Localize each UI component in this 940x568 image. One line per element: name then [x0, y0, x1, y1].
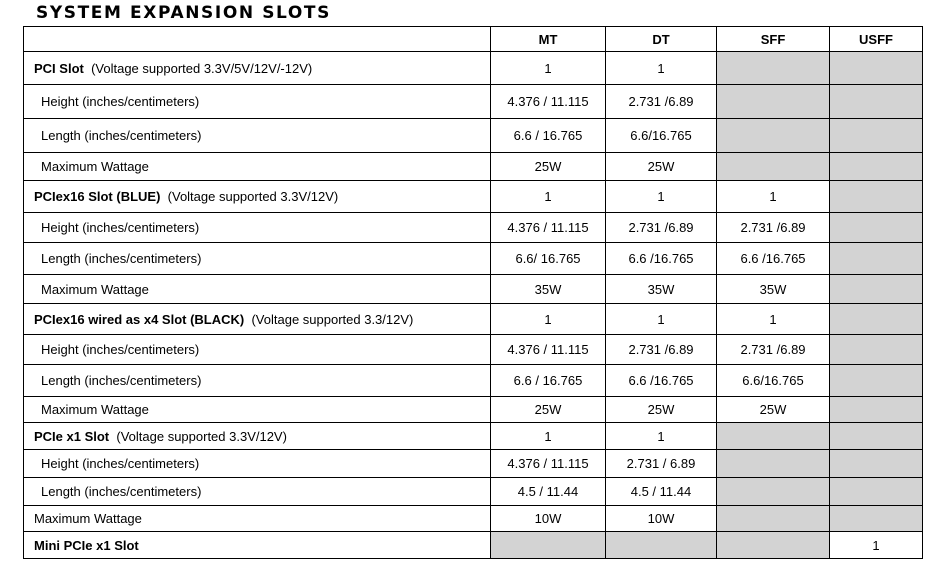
cell-dt: 35W — [606, 275, 717, 304]
section-label — [24, 181, 491, 213]
cell-unavailable-usff — [830, 506, 923, 532]
section-note: (Voltage supported 3.3/12V) — [251, 311, 414, 327]
cell-sff: 1 — [717, 304, 830, 335]
cell-mt: 1 — [491, 181, 606, 213]
table-row — [24, 304, 923, 335]
section-label — [24, 304, 491, 335]
row-label: Height (inches/centimeters) — [24, 335, 491, 365]
table-row — [24, 506, 923, 532]
table-row — [24, 213, 923, 243]
cell-dt: 6.6 /16.765 — [606, 243, 717, 275]
cell-unavailable-usff — [830, 275, 923, 304]
cell-unavailable-usff — [830, 213, 923, 243]
cell-mt: 4.376 / 11.115 — [491, 213, 606, 243]
cell-unavailable-dt — [606, 532, 717, 559]
cell-dt: 6.6 /16.765 — [606, 365, 717, 397]
cell-unavailable-usff — [830, 304, 923, 335]
table-row — [24, 365, 923, 397]
cell-unavailable-usff — [830, 119, 923, 153]
cell-unavailable-usff — [830, 153, 923, 181]
cell-mt: 10W — [491, 506, 606, 532]
row-label: Height (inches/centimeters) — [24, 213, 491, 243]
cell-unavailable-usff — [830, 397, 923, 423]
cell-unavailable-usff — [830, 52, 923, 85]
cell-dt: 2.731 /6.89 — [606, 85, 717, 119]
table-row — [24, 275, 923, 304]
cell-unavailable-usff — [830, 365, 923, 397]
section-note: (Voltage supported 3.3V/12V) — [167, 189, 339, 204]
cell-mt: 25W — [491, 397, 606, 423]
cell-unavailable-usff — [830, 85, 923, 119]
row-label: Maximum Wattage — [24, 397, 491, 423]
cell-sff: 6.6 /16.765 — [717, 243, 830, 275]
cell-unavailable-usff — [830, 335, 923, 365]
cell-sff: 2.731 /6.89 — [717, 213, 830, 243]
row-label: Length (inches/centimeters) — [24, 119, 491, 153]
cell-dt: 1 — [606, 52, 717, 85]
cell-sff: 2.731 /6.89 — [717, 335, 830, 365]
row-label: Height (inches/centimeters) — [24, 85, 491, 119]
section-label — [24, 423, 491, 450]
cell-mt: 25W — [491, 153, 606, 181]
row-label: Length (inches/centimeters) — [24, 478, 491, 506]
cell-unavailable-usff — [830, 478, 923, 506]
cell-mt: 1 — [491, 423, 606, 450]
header-row — [24, 27, 923, 52]
section-name: PCIex16 Slot (BLUE) — [34, 189, 161, 204]
expansion-slots-table — [23, 26, 923, 559]
column-header-dt: DT — [606, 27, 717, 52]
cell-dt: 1 — [606, 423, 717, 450]
column-header-sff: SFF — [717, 27, 830, 52]
cell-dt: 6.6/16.765 — [606, 119, 717, 153]
table-row — [24, 52, 923, 85]
cell-sff: 35W — [717, 275, 830, 304]
section-name: Mini PCIe x1 Slot — [34, 537, 139, 553]
cell-mt: 6.6/ 16.765 — [491, 243, 606, 275]
table-row — [24, 181, 923, 213]
table-row — [24, 243, 923, 275]
section-note: (Voltage supported 3.3V/12V) — [116, 428, 287, 444]
cell-unavailable-sff — [717, 153, 830, 181]
column-header-mt: MT — [491, 27, 606, 52]
cell-sff: 1 — [717, 181, 830, 213]
cell-mt: 4.376 / 11.115 — [491, 85, 606, 119]
cell-mt: 1 — [491, 304, 606, 335]
cell-unavailable-usff — [830, 181, 923, 213]
cell-unavailable-sff — [717, 119, 830, 153]
table-row — [24, 397, 923, 423]
cell-unavailable-usff — [830, 450, 923, 478]
cell-unavailable-sff — [717, 478, 830, 506]
cell-mt: 4.376 / 11.115 — [491, 335, 606, 365]
cell-unavailable-sff — [717, 532, 830, 559]
cell-sff: 25W — [717, 397, 830, 423]
cell-unavailable-mt — [491, 532, 606, 559]
cell-mt: 1 — [491, 52, 606, 85]
row-label: Maximum Wattage — [24, 153, 491, 181]
cell-mt: 4.376 / 11.115 — [491, 450, 606, 478]
cell-unavailable-sff — [717, 52, 830, 85]
cell-unavailable-usff — [830, 243, 923, 275]
table-row — [24, 450, 923, 478]
cell-unavailable-sff — [717, 423, 830, 450]
row-label: Maximum Wattage — [24, 506, 491, 532]
row-label: Length (inches/centimeters) — [24, 365, 491, 397]
section-name: PCIe x1 Slot — [34, 428, 110, 444]
section-label — [24, 532, 491, 559]
cell-mt: 35W — [491, 275, 606, 304]
page-title: SYSTEM EXPANSION SLOTS — [36, 3, 331, 23]
table-body — [24, 52, 923, 559]
row-label: Maximum Wattage — [24, 275, 491, 304]
section-note: (Voltage supported 3.3V/5V/12V/-12V) — [91, 60, 313, 76]
table-row — [24, 153, 923, 181]
cell-dt: 25W — [606, 153, 717, 181]
cell-dt: 10W — [606, 506, 717, 532]
cell-dt: 2.731 /6.89 — [606, 213, 717, 243]
cell-unavailable-sff — [717, 450, 830, 478]
table-row — [24, 423, 923, 450]
cell-dt: 2.731 /6.89 — [606, 335, 717, 365]
column-header-usff: USFF — [830, 27, 923, 52]
cell-mt: 6.6 / 16.765 — [491, 365, 606, 397]
cell-unavailable-sff — [717, 85, 830, 119]
table-row — [24, 85, 923, 119]
cell-mt: 4.5 / 11.44 — [491, 478, 606, 506]
row-label: Length (inches/centimeters) — [24, 243, 491, 275]
cell-unavailable-usff — [830, 423, 923, 450]
section-name: PCIex16 wired as x4 Slot (BLACK) — [34, 311, 245, 327]
table-row — [24, 478, 923, 506]
table-row — [24, 532, 923, 559]
cell-sff: 6.6/16.765 — [717, 365, 830, 397]
row-label: Height (inches/centimeters) — [24, 450, 491, 478]
cell-dt: 2.731 / 6.89 — [606, 450, 717, 478]
section-label — [24, 52, 491, 85]
section-name: PCI Slot — [34, 60, 84, 76]
cell-dt: 1 — [606, 304, 717, 335]
cell-dt: 25W — [606, 397, 717, 423]
cell-mt: 6.6 / 16.765 — [491, 119, 606, 153]
cell-usff: 1 — [830, 532, 923, 559]
table-row — [24, 119, 923, 153]
table-row — [24, 335, 923, 365]
header-corner — [24, 27, 491, 52]
cell-unavailable-sff — [717, 506, 830, 532]
cell-dt: 4.5 / 11.44 — [606, 478, 717, 506]
cell-dt: 1 — [606, 181, 717, 213]
